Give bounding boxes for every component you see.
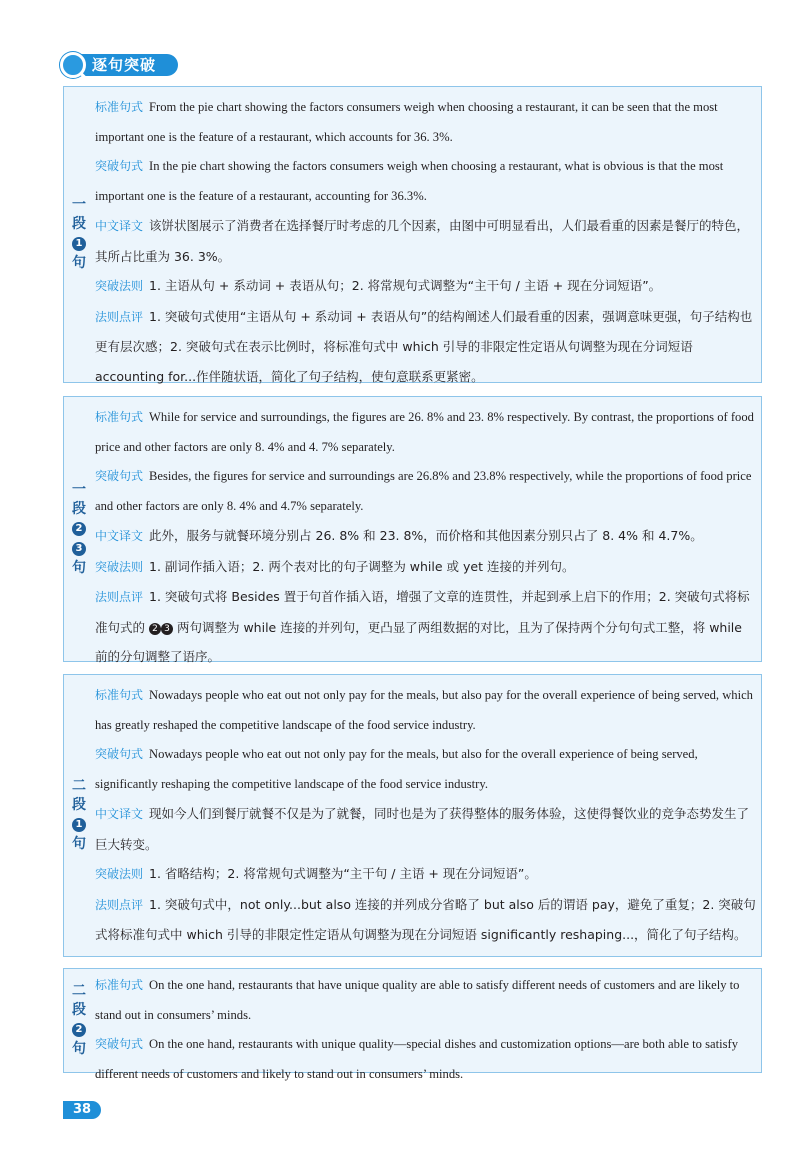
comment-label: 法则点评	[95, 309, 144, 324]
breakthrough-sentence	[95, 740, 757, 799]
side-number-badge: 2	[72, 1023, 86, 1037]
breakthrough-text: In the pie chart showing the factors consumers weigh when choosing a restaurant, what is obvious is that the most important one is the feature of a restaurant, accounting for 36.3%.	[95, 159, 724, 203]
side-duan: 段	[72, 797, 86, 813]
rule-label: 突破法则	[95, 279, 144, 293]
side-para: 二	[72, 778, 86, 794]
block-side-label	[64, 87, 94, 382]
translation-row	[95, 521, 757, 552]
section-header	[60, 52, 178, 78]
standard-text: From the pie chart showing the factors consumers weigh when choosing a restaurant, it can be seen that the most important one is the feature of a restaurant, which accounts for 36. 3%.	[95, 100, 718, 144]
comment-label: 法则点评	[95, 590, 144, 604]
translation-text: 该饼状图展示了消费者在选择餐厅时考虑的几个因素，由图中可明显看出，人们最看重的因素是餐厅的特色，其所占比重为 36. 3%。	[95, 218, 750, 264]
block-content	[95, 93, 757, 391]
side-duan: 段	[72, 216, 86, 232]
breakthrough-text: Besides, the figures for service and surroundings are 26.8% and 23.8% respectively, while the proportions of food price and other factors are only 8. 4% and 4.7% separately.	[95, 469, 752, 513]
translation-label: 中文译文	[95, 219, 144, 233]
magnifier-icon	[60, 52, 86, 78]
sentence-block-2	[63, 396, 762, 662]
sentence-mark-badge: 2	[149, 623, 161, 635]
translation-row	[95, 211, 757, 271]
sentence-block-1	[63, 86, 762, 383]
comment-row	[95, 890, 757, 950]
rule-label: 突破法则	[95, 867, 144, 881]
breakthrough-sentence	[95, 462, 757, 521]
standard-label: 标准句式	[95, 688, 144, 702]
breakthrough-sentence	[95, 1030, 757, 1089]
block-content	[95, 681, 757, 950]
rule-text: 1. 主语从句 + 系动词 + 表语从句；2. 将常规句式调整为“主干句 / 主语 + 现在分词短语”。	[149, 278, 662, 293]
standard-sentence	[95, 403, 757, 462]
standard-sentence	[95, 681, 757, 740]
side-duan: 段	[72, 1002, 86, 1018]
comment-text: 1. 突破句式使用“主语从句 + 系动词 + 表语从句”的结构阐述人们最看重的因素，强调意味更强，句子结构也更有层次感；2. 突破句式在表示比例时，将标准句式中 which 引导的非限定性定语从句调整为现在分词短语 accounting for...作伴随状语，简化了句子结构，使句意联系更紧密。	[95, 308, 753, 384]
block-side-label	[64, 969, 94, 1072]
side-para: 一	[72, 481, 86, 498]
rule-text: 1. 副词作插入语；2. 两个表对比的句子调整为 while 或 yet 连接的并列句。	[149, 558, 575, 574]
side-number-badge-2: 3	[72, 542, 86, 556]
side-number-badge: 2	[72, 522, 86, 536]
breakthrough-label: 突破句式	[95, 747, 144, 761]
block-content	[95, 971, 757, 1089]
breakthrough-label: 突破句式	[95, 469, 144, 483]
translation-row	[95, 799, 757, 859]
standard-label: 标准句式	[95, 978, 144, 992]
side-duan: 段	[72, 500, 86, 517]
sentence-mark-badge: 3	[161, 623, 173, 635]
side-para: 二	[72, 983, 86, 999]
breakthrough-text: On the one hand, restaurants with unique quality—special dishes and customization options—are both able to satisfy different needs of customers and likely to stand out in consumers’ minds.	[95, 1037, 738, 1081]
translation-text: 此外，服务与就餐环境分别占 26. 8% 和 23. 8%，而价格和其他因素分别只占了 8. 4% 和 4.7%。	[149, 528, 703, 543]
standard-text: On the one hand, restaurants that have unique quality are able to satisfy different needs of customers and are likely to stand out in consumers’ minds.	[95, 978, 740, 1022]
comment-label: 法则点评	[95, 897, 144, 912]
block-side-label	[64, 675, 94, 956]
sentence-block-4	[63, 968, 762, 1081]
standard-label: 标准句式	[95, 100, 144, 114]
rule-row	[95, 859, 757, 890]
side-ju: 句	[72, 1041, 86, 1057]
side-ju: 句	[72, 836, 86, 852]
translation-label: 中文译文	[95, 529, 144, 543]
standard-sentence	[95, 971, 757, 1030]
side-ju: 句	[72, 559, 86, 576]
comment-row	[95, 302, 757, 392]
side-number-badge: 1	[72, 237, 86, 251]
standard-text: Nowadays people who eat out not only pay for the meals, but also pay for the overall experience of being served, which has greatly reshaped the competitive landscape of the food service industry.	[95, 688, 753, 732]
standard-text: While for service and surroundings, the figures are 26. 8% and 23. 8% respectively. By contrast, the proportions of food price and other factors are only 8. 4% and 4. 7% separately.	[95, 410, 754, 454]
block-side-label	[64, 397, 94, 661]
rule-row	[95, 271, 757, 302]
comment-text-part-2: 两句调整为 while 连接的并列句，更凸显了两组数据的对比，且为了保持两个分句句式工整，将 while 前的分句调整了语序。	[95, 619, 742, 664]
sentence-block-3	[63, 674, 762, 957]
block-content	[95, 403, 757, 672]
breakthrough-sentence	[95, 152, 757, 211]
breakthrough-label: 突破句式	[95, 159, 144, 173]
rule-row	[95, 552, 757, 583]
comment-text: 1. 突破句式中，not only...but also 连接的并列成分省略了 but also 后的谓语 pay，避免了重复；2. 突破句式将标准句式中 which 引导的非限定性定语从句调整为现在分词短语 significantly reshaping...，简化了句子结构。	[95, 896, 756, 942]
rule-text: 1. 省略结构；2. 将常规句式调整为“主干句 / 主语 + 现在分词短语”。	[149, 866, 537, 881]
standard-label: 标准句式	[95, 410, 144, 424]
header-title: 逐句突破	[92, 56, 157, 74]
breakthrough-text: Nowadays people who eat out not only pay for the meals, but also for the overall experience of being served, significantly reshaping the competitive landscape of the food service industry.	[95, 747, 698, 791]
comment-text-part-1: 1. 突破句式将 Besides 置于句首作插入语，增强了文章的连贯性，并起到承上启下的作用；2. 突破句式将标准句式的	[95, 589, 750, 635]
translation-text: 现如今人们到餐厅就餐不仅是为了就餐，同时也是为了获得整体的服务体验，这使得餐饮业的竞争态势发生了巨大转变。	[95, 806, 750, 852]
page-number: 38	[63, 1101, 101, 1119]
side-para: 一	[72, 197, 86, 213]
standard-sentence	[95, 93, 757, 152]
side-ju: 句	[72, 255, 86, 271]
rule-label: 突破法则	[95, 559, 144, 574]
translation-label: 中文译文	[95, 807, 144, 821]
breakthrough-label: 突破句式	[95, 1037, 144, 1051]
comment-row	[95, 582, 757, 672]
side-number-badge: 1	[72, 818, 86, 832]
